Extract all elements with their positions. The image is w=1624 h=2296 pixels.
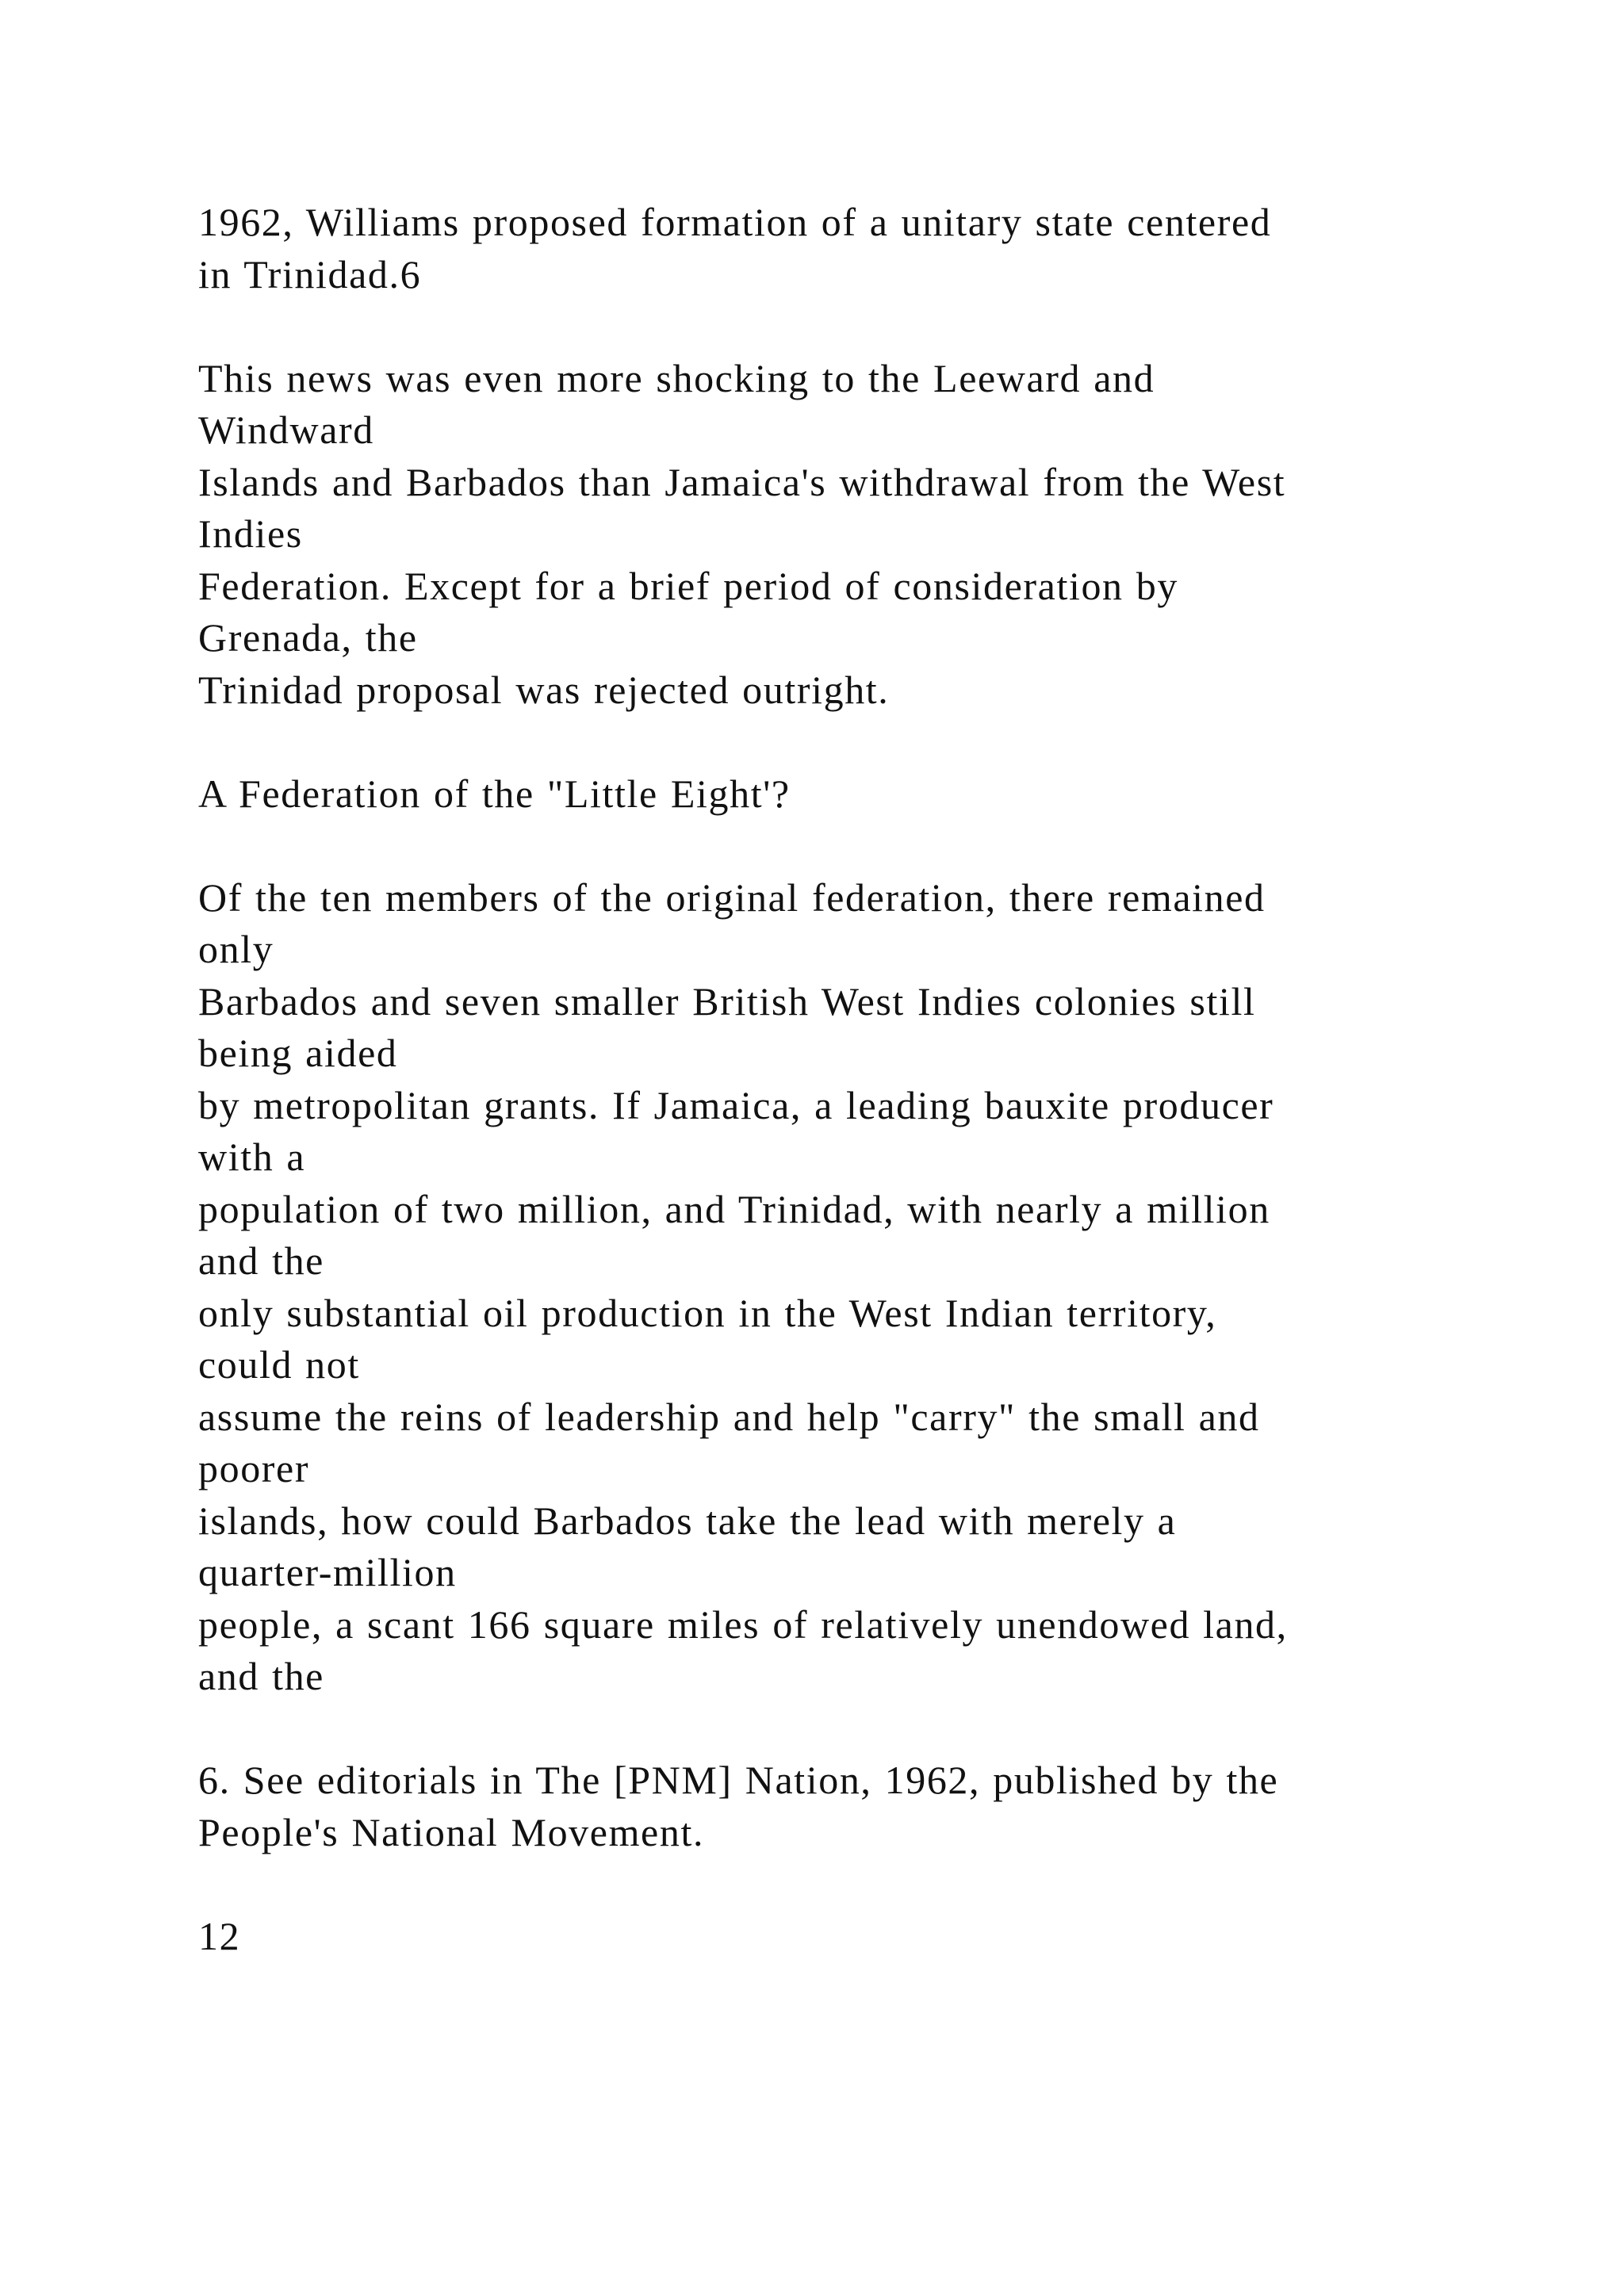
text-line: Federation. Except for a brief period of consideration by	[198, 563, 1178, 608]
text-line: people, a scant 166 square miles of relatively unendowed land,	[198, 1601, 1288, 1647]
text-line: population of two million, and Trinidad, with nearly a million	[198, 1186, 1270, 1231]
text-line: by metropolitan grants. If Jamaica, a leading bauxite producer	[198, 1082, 1274, 1127]
blank-line	[198, 1858, 1499, 1911]
text-line: and the	[198, 1654, 324, 1698]
text-line: and the	[198, 1238, 324, 1283]
blank-line	[198, 820, 1499, 872]
footnote-line: People's National Movement.	[198, 1809, 705, 1854]
footnote-line: 6. See editorials in The [PNM] Nation, 1962, published by the	[198, 1758, 1279, 1802]
page-number: 12	[198, 1913, 241, 1958]
text-line: Barbados and seven smaller British West Indies colonies still	[198, 978, 1256, 1024]
text-line: quarter-million	[198, 1550, 457, 1594]
text-line: Windward	[198, 408, 374, 452]
text-line: poorer	[198, 1446, 310, 1490]
text-line: assume the reins of leadership and help "carry" the small and	[198, 1394, 1260, 1439]
text-line: only substantial oil production in the West Indian territory,	[198, 1290, 1217, 1335]
text-line: Of the ten members of the original federation, there remained	[198, 874, 1266, 920]
text-line: This news was even more shocking to the Leeward and	[198, 355, 1155, 400]
blank-line	[198, 300, 1499, 353]
text-line: in Trinidad.6	[198, 251, 422, 297]
text-line: with a	[198, 1135, 306, 1179]
page-text	[198, 197, 1499, 1962]
text-line: only	[198, 927, 274, 971]
section-heading: A Federation of the "Little Eight'?	[198, 771, 791, 816]
text-line: islands, how could Barbados take the lead with merely a	[198, 1498, 1177, 1543]
text-line: could not	[198, 1342, 360, 1387]
blank-line	[198, 716, 1499, 768]
text-line: Grenada, the	[198, 615, 418, 660]
text-line: Indies	[198, 511, 303, 556]
text-line: Trinidad proposal was rejected outright.	[198, 667, 890, 712]
text-line: being aided	[198, 1031, 398, 1075]
text-line: 1962, Williams proposed formation of a unitary state centered	[198, 200, 1272, 244]
text-line: Islands and Barbados than Jamaica's withdrawal from the West	[198, 459, 1286, 504]
blank-line	[198, 1703, 1499, 1755]
